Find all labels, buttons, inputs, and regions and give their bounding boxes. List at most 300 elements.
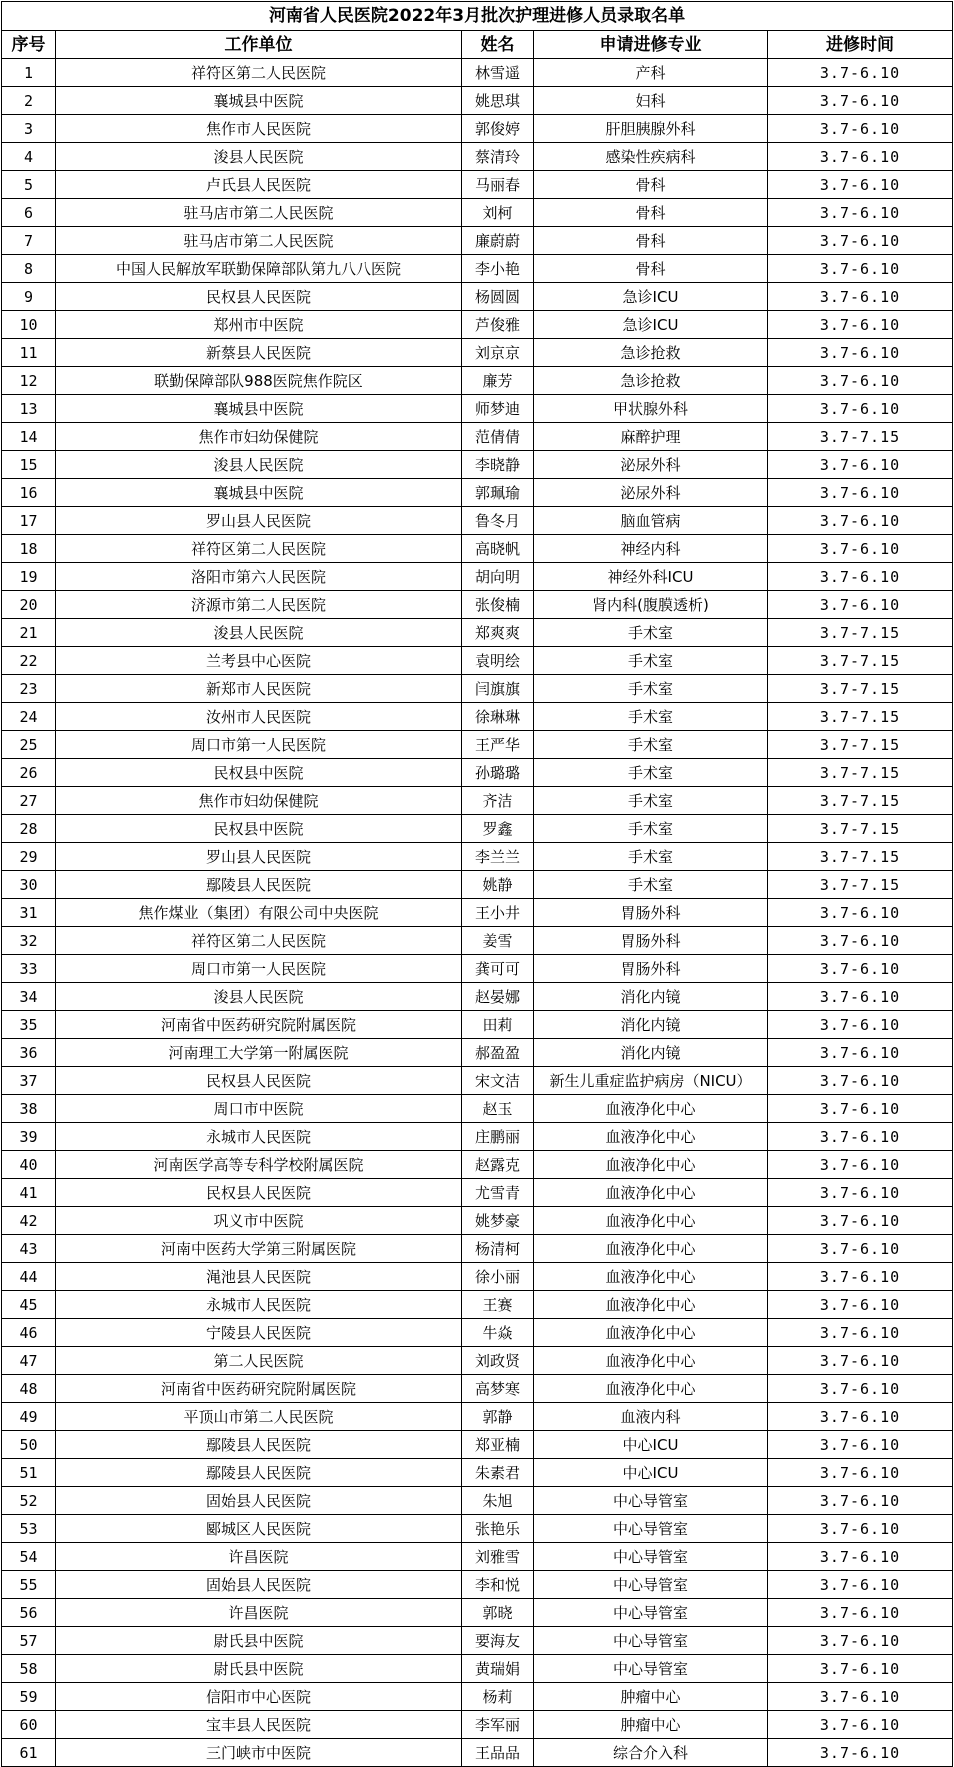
cell-time: 3.7-6.10 [768,1067,953,1095]
cell-index: 55 [2,1571,56,1599]
cell-name: 胡向明 [462,563,534,591]
cell-time: 3.7-6.10 [768,1571,953,1599]
table-row [2,1039,953,1067]
cell-unit: 浚县人民医院 [56,619,462,647]
table-row [2,591,953,619]
cell-name: 高晓帆 [462,535,534,563]
cell-name: 郝盈盈 [462,1039,534,1067]
cell-time: 3.7-6.10 [768,1207,953,1235]
cell-time: 3.7-6.10 [768,1263,953,1291]
cell-name: 李晓静 [462,451,534,479]
cell-unit: 焦作市妇幼保健院 [56,423,462,451]
cell-index: 6 [2,199,56,227]
cell-specialty: 肾内科(腹膜透析) [534,591,768,619]
cell-time: 3.7-7.15 [768,647,953,675]
cell-index: 5 [2,171,56,199]
cell-specialty: 血液净化中心 [534,1207,768,1235]
cell-name: 徐小丽 [462,1263,534,1291]
table-row [2,1011,953,1039]
cell-time: 3.7-6.10 [768,1123,953,1151]
cell-specialty: 中心导管室 [534,1515,768,1543]
cell-unit: 浚县人民医院 [56,143,462,171]
cell-name: 姚静 [462,871,534,899]
cell-index: 54 [2,1543,56,1571]
cell-index: 46 [2,1319,56,1347]
cell-index: 42 [2,1207,56,1235]
cell-index: 33 [2,955,56,983]
cell-unit: 周口市第一人民医院 [56,955,462,983]
cell-name: 徐琳琳 [462,703,534,731]
table-row [2,1403,953,1431]
cell-time: 3.7-7.15 [768,815,953,843]
cell-time: 3.7-6.10 [768,1347,953,1375]
cell-specialty: 血液净化中心 [534,1347,768,1375]
table-row [2,1347,953,1375]
cell-unit: 襄城县中医院 [56,87,462,115]
table-row [2,927,953,955]
cell-name: 郭晓 [462,1599,534,1627]
table-row [2,171,953,199]
cell-name: 张俊楠 [462,591,534,619]
cell-name: 赵露克 [462,1151,534,1179]
cell-index: 27 [2,787,56,815]
cell-index: 19 [2,563,56,591]
cell-time: 3.7-7.15 [768,703,953,731]
cell-unit: 许昌医院 [56,1543,462,1571]
cell-time: 3.7-7.15 [768,675,953,703]
cell-index: 23 [2,675,56,703]
cell-index: 45 [2,1291,56,1319]
cell-time: 3.7-6.10 [768,899,953,927]
cell-index: 18 [2,535,56,563]
cell-time: 3.7-6.10 [768,1487,953,1515]
table-row [2,1711,953,1739]
cell-unit: 浚县人民医院 [56,451,462,479]
cell-index: 35 [2,1011,56,1039]
cell-name: 袁明绘 [462,647,534,675]
table-row [2,115,953,143]
cell-index: 37 [2,1067,56,1095]
cell-unit: 济源市第二人民医院 [56,591,462,619]
cell-unit: 焦作市妇幼保健院 [56,787,462,815]
cell-specialty: 手术室 [534,619,768,647]
cell-name: 姚思琪 [462,87,534,115]
cell-index: 16 [2,479,56,507]
cell-index: 59 [2,1683,56,1711]
cell-specialty: 急诊ICU [534,311,768,339]
cell-name: 师梦迪 [462,395,534,423]
cell-specialty: 神经内科 [534,535,768,563]
table-row [2,143,953,171]
cell-unit: 民权县中医院 [56,815,462,843]
cell-index: 38 [2,1095,56,1123]
cell-name: 王品品 [462,1739,534,1767]
table-row [2,59,953,87]
cell-name: 龚可可 [462,955,534,983]
cell-unit: 焦作市人民医院 [56,115,462,143]
cell-unit: 联勤保障部队988医院焦作院区 [56,367,462,395]
table-row [2,1291,953,1319]
cell-name: 郭珮瑜 [462,479,534,507]
cell-time: 3.7-7.15 [768,423,953,451]
cell-time: 3.7-6.10 [768,1683,953,1711]
cell-time: 3.7-6.10 [768,1179,953,1207]
table-row [2,1263,953,1291]
header-row [2,31,953,59]
cell-specialty: 胃肠外科 [534,899,768,927]
cell-index: 49 [2,1403,56,1431]
cell-name: 齐洁 [462,787,534,815]
header-name: 姓名 [462,31,534,59]
cell-index: 9 [2,283,56,311]
table-row [2,619,953,647]
cell-name: 鲁冬月 [462,507,534,535]
cell-name: 杨清柯 [462,1235,534,1263]
table-row [2,1067,953,1095]
cell-unit: 郾城区人民医院 [56,1515,462,1543]
cell-time: 3.7-7.15 [768,759,953,787]
cell-specialty: 急诊抢救 [534,339,768,367]
cell-index: 3 [2,115,56,143]
cell-index: 2 [2,87,56,115]
cell-name: 刘雅雪 [462,1543,534,1571]
table-row [2,983,953,1011]
cell-unit: 新蔡县人民医院 [56,339,462,367]
admission-table [1,1,953,1767]
cell-index: 43 [2,1235,56,1263]
cell-index: 4 [2,143,56,171]
table-row [2,759,953,787]
cell-name: 赵晏娜 [462,983,534,1011]
cell-index: 61 [2,1739,56,1767]
cell-name: 闫旗旗 [462,675,534,703]
table-row [2,199,953,227]
cell-index: 51 [2,1459,56,1487]
cell-unit: 洛阳市第六人民医院 [56,563,462,591]
cell-name: 牛焱 [462,1319,534,1347]
cell-specialty: 骨科 [534,199,768,227]
cell-index: 28 [2,815,56,843]
cell-name: 王小井 [462,899,534,927]
cell-unit: 渑池县人民医院 [56,1263,462,1291]
cell-time: 3.7-6.10 [768,1431,953,1459]
cell-time: 3.7-6.10 [768,479,953,507]
cell-specialty: 中心导管室 [534,1627,768,1655]
cell-time: 3.7-6.10 [768,283,953,311]
cell-time: 3.7-6.10 [768,1039,953,1067]
table-row [2,1739,953,1767]
table-row [2,535,953,563]
cell-specialty: 泌尿外科 [534,479,768,507]
cell-name: 王严华 [462,731,534,759]
cell-name: 蔡清玲 [462,143,534,171]
cell-specialty: 肿瘤中心 [534,1711,768,1739]
cell-time: 3.7-6.10 [768,171,953,199]
cell-index: 20 [2,591,56,619]
cell-index: 44 [2,1263,56,1291]
cell-index: 8 [2,255,56,283]
cell-specialty: 血液净化中心 [534,1235,768,1263]
cell-unit: 中国人民解放军联勤保障部队第九八八医院 [56,255,462,283]
cell-time: 3.7-6.10 [768,1515,953,1543]
cell-unit: 永城市人民医院 [56,1123,462,1151]
cell-name: 杨圆圆 [462,283,534,311]
cell-name: 李小艳 [462,255,534,283]
cell-name: 要海友 [462,1627,534,1655]
cell-name: 黄瑞娟 [462,1655,534,1683]
cell-time: 3.7-6.10 [768,1151,953,1179]
cell-unit: 固始县人民医院 [56,1571,462,1599]
cell-index: 32 [2,927,56,955]
cell-name: 王赛 [462,1291,534,1319]
cell-index: 1 [2,59,56,87]
cell-specialty: 中心ICU [534,1459,768,1487]
cell-unit: 民权县人民医院 [56,283,462,311]
cell-specialty: 血液净化中心 [534,1151,768,1179]
cell-index: 57 [2,1627,56,1655]
cell-specialty: 肿瘤中心 [534,1683,768,1711]
cell-unit: 河南省中医药研究院附属医院 [56,1375,462,1403]
cell-time: 3.7-7.15 [768,619,953,647]
cell-unit: 周口市第一人民医院 [56,731,462,759]
cell-index: 21 [2,619,56,647]
table-title: 河南省人民医院2022年3月批次护理进修人员录取名单 [2,2,953,31]
cell-index: 31 [2,899,56,927]
cell-index: 39 [2,1123,56,1151]
cell-unit: 罗山县人民医院 [56,507,462,535]
cell-name: 郑亚楠 [462,1431,534,1459]
table-row [2,423,953,451]
table-row [2,367,953,395]
cell-specialty: 血液净化中心 [534,1123,768,1151]
table-row [2,731,953,759]
table-row [2,311,953,339]
cell-specialty: 消化内镜 [534,983,768,1011]
cell-name: 芦俊雅 [462,311,534,339]
cell-index: 53 [2,1515,56,1543]
table-row [2,1683,953,1711]
header-unit: 工作单位 [56,31,462,59]
table-row [2,955,953,983]
table-row [2,339,953,367]
table-row [2,563,953,591]
cell-specialty: 泌尿外科 [534,451,768,479]
cell-time: 3.7-7.15 [768,787,953,815]
table-row [2,1179,953,1207]
cell-name: 张艳乐 [462,1515,534,1543]
cell-unit: 焦作煤业（集团）有限公司中央医院 [56,899,462,927]
table-row [2,703,953,731]
table-row [2,1123,953,1151]
cell-specialty: 消化内镜 [534,1039,768,1067]
cell-name: 郑爽爽 [462,619,534,647]
cell-name: 姚梦豪 [462,1207,534,1235]
cell-name: 廉蔚蔚 [462,227,534,255]
cell-time: 3.7-6.10 [768,591,953,619]
table-row [2,1599,953,1627]
cell-specialty: 中心导管室 [534,1599,768,1627]
table-row [2,1431,953,1459]
cell-time: 3.7-7.15 [768,731,953,759]
table-row [2,1319,953,1347]
cell-unit: 河南中医药大学第三附属医院 [56,1235,462,1263]
cell-specialty: 血液内科 [534,1403,768,1431]
cell-unit: 民权县人民医院 [56,1179,462,1207]
cell-specialty: 麻醉护理 [534,423,768,451]
cell-name: 庄鹏丽 [462,1123,534,1151]
title-row [2,2,953,31]
table-row [2,843,953,871]
cell-specialty: 骨科 [534,255,768,283]
cell-time: 3.7-6.10 [768,227,953,255]
table-row [2,1571,953,1599]
cell-specialty: 手术室 [534,647,768,675]
cell-time: 3.7-6.10 [768,1319,953,1347]
cell-specialty: 肝胆胰腺外科 [534,115,768,143]
cell-time: 3.7-6.10 [768,451,953,479]
table-row [2,255,953,283]
cell-unit: 兰考县中心医院 [56,647,462,675]
cell-unit: 平顶山市第二人民医院 [56,1403,462,1431]
cell-index: 29 [2,843,56,871]
table-row [2,787,953,815]
cell-specialty: 手术室 [534,731,768,759]
cell-specialty: 骨科 [534,227,768,255]
cell-index: 17 [2,507,56,535]
cell-index: 7 [2,227,56,255]
cell-specialty: 急诊抢救 [534,367,768,395]
table-row [2,507,953,535]
cell-unit: 襄城县中医院 [56,395,462,423]
header-index: 序号 [2,31,56,59]
table-row [2,647,953,675]
cell-time: 3.7-6.10 [768,1403,953,1431]
cell-specialty: 中心导管室 [534,1487,768,1515]
header-specialty: 申请进修专业 [534,31,768,59]
admission-list-sheet [1,1,952,1767]
cell-index: 36 [2,1039,56,1067]
table-row [2,1487,953,1515]
cell-specialty: 中心导管室 [534,1655,768,1683]
cell-specialty: 手术室 [534,871,768,899]
table-row [2,1151,953,1179]
cell-unit: 驻马店市第二人民医院 [56,199,462,227]
cell-specialty: 血液净化中心 [534,1179,768,1207]
cell-name: 孙璐璐 [462,759,534,787]
cell-time: 3.7-6.10 [768,927,953,955]
cell-time: 3.7-6.10 [768,255,953,283]
cell-index: 48 [2,1375,56,1403]
cell-index: 56 [2,1599,56,1627]
cell-time: 3.7-6.10 [768,1095,953,1123]
cell-specialty: 产科 [534,59,768,87]
cell-index: 15 [2,451,56,479]
cell-unit: 宁陵县人民医院 [56,1319,462,1347]
cell-specialty: 手术室 [534,759,768,787]
cell-specialty: 血液净化中心 [534,1263,768,1291]
cell-specialty: 综合介入科 [534,1739,768,1767]
cell-time: 3.7-6.10 [768,367,953,395]
table-row [2,871,953,899]
cell-specialty: 妇科 [534,87,768,115]
cell-unit: 鄢陵县人民医院 [56,1459,462,1487]
cell-unit: 新郑市人民医院 [56,675,462,703]
cell-time: 3.7-6.10 [768,339,953,367]
cell-index: 47 [2,1347,56,1375]
cell-time: 3.7-6.10 [768,1655,953,1683]
table-body [2,59,953,1767]
table-row [2,815,953,843]
cell-name: 范倩倩 [462,423,534,451]
cell-unit: 浚县人民医院 [56,983,462,1011]
cell-unit: 郑州市中医院 [56,311,462,339]
cell-unit: 卢氏县人民医院 [56,171,462,199]
cell-time: 3.7-6.10 [768,1291,953,1319]
cell-time: 3.7-6.10 [768,1011,953,1039]
cell-index: 34 [2,983,56,1011]
cell-specialty: 手术室 [534,787,768,815]
cell-time: 3.7-6.10 [768,115,953,143]
cell-name: 刘京京 [462,339,534,367]
cell-name: 刘柯 [462,199,534,227]
table-row [2,1515,953,1543]
cell-index: 40 [2,1151,56,1179]
cell-specialty: 急诊ICU [534,283,768,311]
cell-unit: 驻马店市第二人民医院 [56,227,462,255]
cell-time: 3.7-6.10 [768,59,953,87]
cell-time: 3.7-7.15 [768,843,953,871]
cell-specialty: 中心导管室 [534,1543,768,1571]
cell-time: 3.7-6.10 [768,983,953,1011]
cell-index: 26 [2,759,56,787]
cell-index: 50 [2,1431,56,1459]
cell-unit: 祥符区第二人民医院 [56,927,462,955]
table-row [2,1459,953,1487]
cell-name: 李兰兰 [462,843,534,871]
cell-time: 3.7-6.10 [768,87,953,115]
cell-index: 60 [2,1711,56,1739]
cell-time: 3.7-6.10 [768,1711,953,1739]
cell-unit: 祥符区第二人民医院 [56,59,462,87]
cell-unit: 第二人民医院 [56,1347,462,1375]
cell-name: 郭俊婷 [462,115,534,143]
cell-name: 郭静 [462,1403,534,1431]
cell-time: 3.7-6.10 [768,1739,953,1767]
cell-unit: 民权县人民医院 [56,1067,462,1095]
table-row [2,1655,953,1683]
cell-index: 52 [2,1487,56,1515]
cell-unit: 永城市人民医院 [56,1291,462,1319]
cell-unit: 巩义市中医院 [56,1207,462,1235]
cell-name: 林雪遥 [462,59,534,87]
table-row [2,227,953,255]
cell-unit: 河南医学高等专科学校附属医院 [56,1151,462,1179]
cell-time: 3.7-6.10 [768,955,953,983]
table-row [2,87,953,115]
cell-unit: 信阳市中心医院 [56,1683,462,1711]
cell-name: 廉芳 [462,367,534,395]
cell-specialty: 手术室 [534,843,768,871]
cell-unit: 尉氏县中医院 [56,1655,462,1683]
cell-unit: 鄢陵县人民医院 [56,871,462,899]
cell-name: 刘政贤 [462,1347,534,1375]
cell-time: 3.7-6.10 [768,1375,953,1403]
cell-unit: 河南省中医药研究院附属医院 [56,1011,462,1039]
cell-time: 3.7-6.10 [768,1459,953,1487]
cell-unit: 罗山县人民医院 [56,843,462,871]
table-row [2,899,953,927]
cell-index: 14 [2,423,56,451]
